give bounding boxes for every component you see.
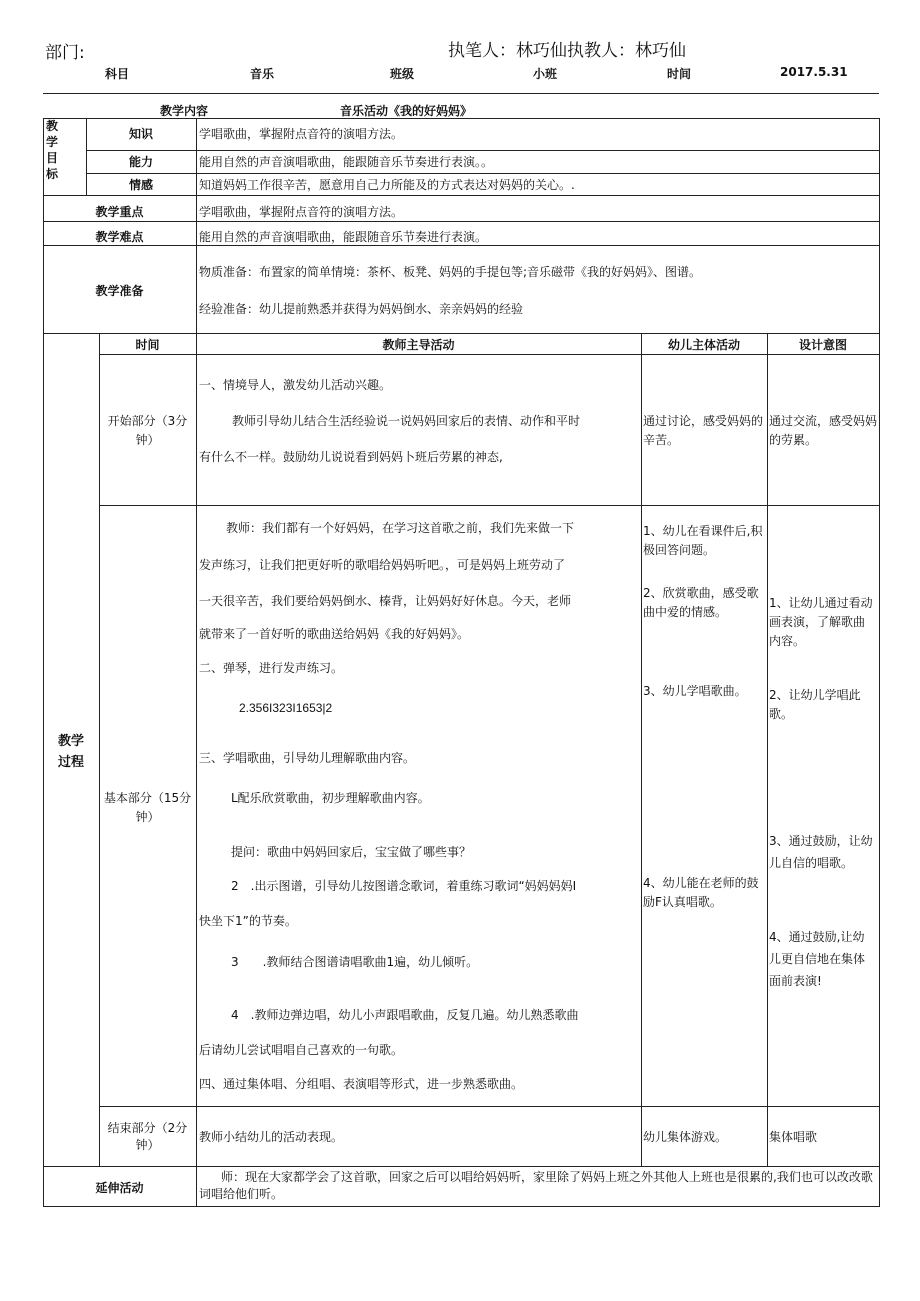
subject-label: 科目 xyxy=(105,67,130,81)
objective-emotion-text: 知道妈妈工作很辛苦，愿意用自己力所能及的方式表达对妈妈的关心。. xyxy=(199,178,575,192)
class-value: 小班 xyxy=(533,67,558,81)
basic-child-item: 3、幼儿学唱歌曲。 xyxy=(643,684,747,698)
process-label-line2: 过程 xyxy=(57,755,84,770)
start-time: 开始部分（3分钟） xyxy=(107,414,188,447)
preparation-label: 教学准备 xyxy=(95,284,144,298)
end-design-intent: 集体唱歌 xyxy=(769,1130,818,1144)
class-label: 班级 xyxy=(390,67,415,81)
basic-teacher-line: 教师：我们都有一个好妈妈，在学习这首歌之前，我们先来做一下 xyxy=(226,521,575,535)
department-label: 部门: xyxy=(45,43,85,63)
header-divider xyxy=(43,93,879,94)
col-teacher-header: 教师主导活动 xyxy=(382,338,455,352)
extension-label: 延伸活动 xyxy=(95,1181,144,1195)
basic-intent-item: 3、通过鼓励，让幼儿自信的唱歌。 xyxy=(769,834,873,870)
basic-teacher-line: 4 .教师边弹边唱，幼儿小声跟唱歌曲，反复几遍。幼儿熟悉歌曲 xyxy=(231,1008,579,1022)
start-child-activity: 通过讨论，感受妈妈的辛苦。 xyxy=(643,414,764,447)
objective-ability-text: 能用自然的声音演唱歌曲，能跟随音乐节奏进行表演。。 xyxy=(199,155,494,169)
date-value: 2017.5.31 xyxy=(780,65,848,79)
basic-notation: 2.356I323I1653|2 xyxy=(239,701,333,715)
basic-teacher-line: 发声练习，让我们把更好听的歌唱给妈妈听吧。，可是妈妈上班劳动了 xyxy=(199,558,566,572)
basic-teacher-line: 后请幼儿尝试唱唱自己喜欢的一句歌。 xyxy=(199,1043,404,1057)
basic-teacher-line: 三、学唱歌曲，引导幼儿理解歌曲内容。 xyxy=(199,751,416,765)
start-teacher-line: 一、情境导人，激发幼儿活动兴趣。 xyxy=(199,378,392,392)
preparation-experience: 经验准备：幼儿提前熟悉并获得为妈妈倒水、亲亲妈妈的经验 xyxy=(199,302,524,316)
time-label: 时间 xyxy=(667,67,692,81)
objective-knowledge-text: 学唱歌曲，掌握附点音符的演唱方法。 xyxy=(199,127,404,141)
objective-emotion-label: 情感 xyxy=(128,178,153,192)
difficulty-label: 教学难点 xyxy=(95,230,144,244)
end-child-activity: 幼儿集体游戏。 xyxy=(643,1130,728,1144)
basic-intent-item: 1、让幼儿通过看动画表演，了解歌曲内容。 xyxy=(769,596,873,648)
content-value: 音乐活动《我的好妈妈》 xyxy=(340,104,473,118)
basic-teacher-line: 一天很辛苦，我们要给妈妈倒水、榛背，让妈妈好好休息。今天，老师 xyxy=(199,594,572,608)
basic-intent-item: 4、通过鼓励,让幼儿更自信地在集体面前表演! xyxy=(769,930,866,988)
basic-teacher-line: 就带来了一首好听的歌曲送给妈妈《我的好妈妈》。 xyxy=(199,627,470,641)
basic-teacher-line: 提问：歌曲中妈妈回家后，宝宝做了哪些事？ xyxy=(231,845,472,859)
preparation-material: 物质准备：布置家的简单情境：茶杯、板凳、妈妈的手提包等;音乐磁带《我的好妈妈》、图谱。 xyxy=(199,265,702,279)
process-label-line1: 教学 xyxy=(57,734,84,749)
basic-teacher-line: 2 .出示图谱，引导幼儿按图谱念歌词，着重练习歌词“妈妈妈妈I xyxy=(231,879,577,893)
basic-teacher-line: 快坐下1”的节奏。 xyxy=(199,914,297,928)
start-teacher-line: 有什么不一样。鼓励幼儿说说看到妈妈卜班后劳累的神态, xyxy=(199,450,503,464)
objective-ability-label: 能力 xyxy=(128,155,153,169)
end-time: 结束部分（2分钟） xyxy=(107,1121,188,1152)
key-point-label: 教学重点 xyxy=(95,205,144,219)
content-label: 教学内容 xyxy=(160,104,209,118)
basic-teacher-line: L配乐欣赏歌曲，初步理解歌曲内容。 xyxy=(231,791,430,805)
basic-teacher-line: 二、弹琴，进行发声练习。 xyxy=(199,661,344,675)
basic-intent-item: 2、让幼儿学唱此歌。 xyxy=(769,688,861,721)
key-point-text: 学唱歌曲，掌握附点音符的演唱方法。 xyxy=(199,205,404,219)
end-teacher-activity: 教师小结幼儿的活动表现。 xyxy=(199,1130,344,1144)
basic-child-item: 2、欣赏歌曲，感受歌曲中爱的情感。 xyxy=(643,586,759,619)
objectives-label: 教学目标 xyxy=(46,119,59,181)
start-teacher-line: 教师引导幼儿结合生活经验说一说妈妈回家后的表情、动作和平时 xyxy=(232,414,581,428)
col-intent-header: 设计意图 xyxy=(798,338,847,352)
col-time-header: 时间 xyxy=(135,338,160,352)
difficulty-text: 能用自然的声音演唱歌曲，能跟随音乐节奏进行表演。 xyxy=(199,230,488,244)
start-design-intent: 通过交流，感受妈妈的劳累。 xyxy=(769,414,878,447)
objective-knowledge-label: 知识 xyxy=(128,127,153,141)
basic-teacher-line: 四、通过集体唱、分组唱、表演唱等形式，进一步熟悉歌曲。 xyxy=(199,1077,524,1091)
col-child-header: 幼儿主体活动 xyxy=(667,338,740,352)
subject-value: 音乐 xyxy=(250,67,275,81)
basic-child-item: 1、幼儿在看课件后,积极回答问题。 xyxy=(643,524,763,557)
authors-line: 执笔人：林巧仙执教人：林巧仙 xyxy=(448,41,686,61)
extension-text: 师：现在大家都学会了这首歌，回家之后可以唱给妈妈听，家里除了妈妈上班之外其他人上班也是很累的,我们也可以改改歌词唱给他们听。 xyxy=(199,1170,873,1201)
basic-time: 基本部分（15分钟） xyxy=(103,791,192,824)
basic-teacher-line: 3 .教师结合图谱请唱歌曲1遍，幼儿倾听。 xyxy=(231,955,479,969)
basic-child-item: 4、幼儿能在老师的鼓励F认真唱歌。 xyxy=(643,876,759,909)
